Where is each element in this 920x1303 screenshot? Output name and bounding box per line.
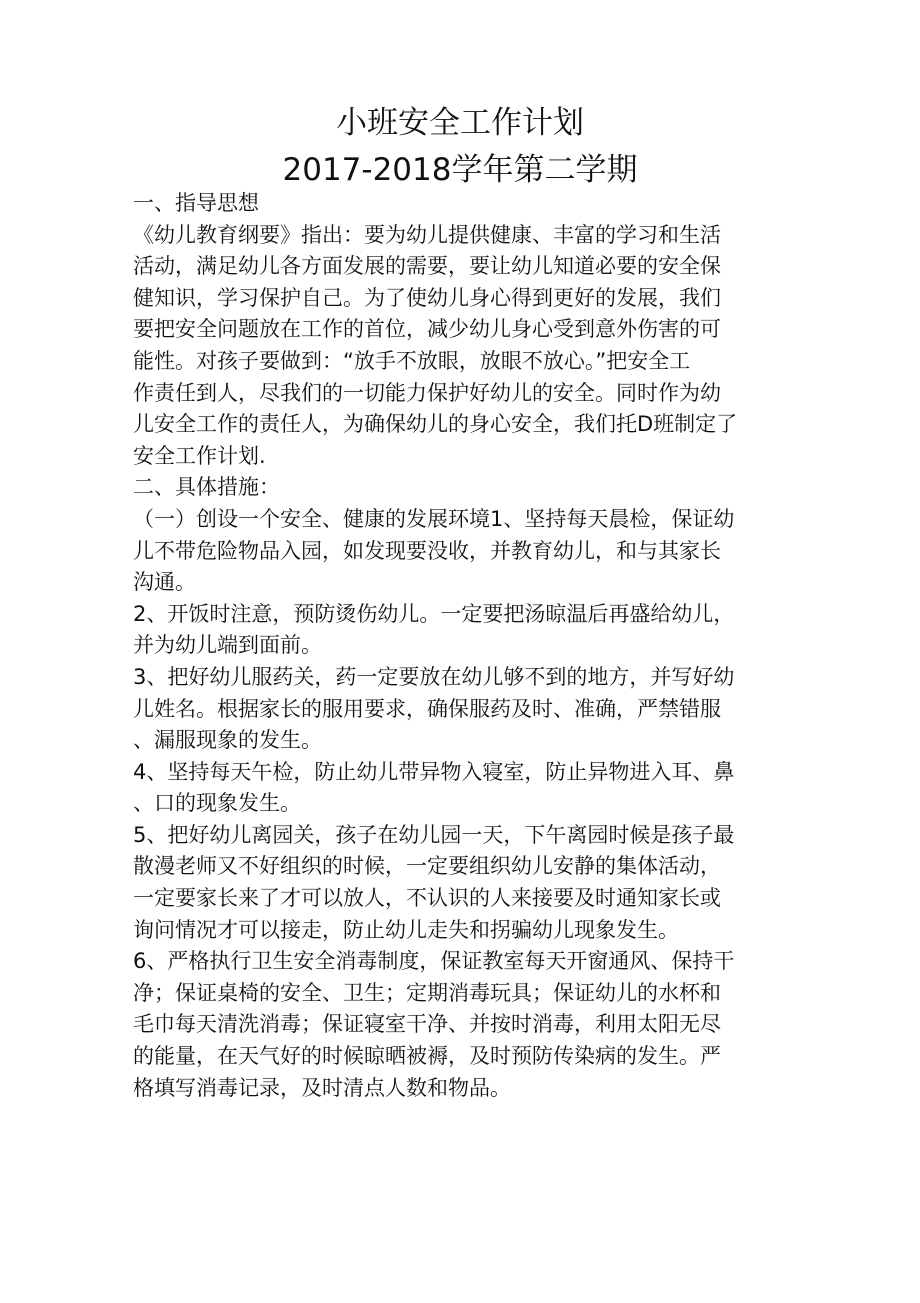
paragraph-line: 4、坚持每天午检，防止幼儿带异物入寝室，防止异物进入耳、鼻 xyxy=(133,759,735,784)
paragraph-line: 5、把好幼儿离园关，孩子在幼儿园一天，下午离园时候是孩子最 xyxy=(133,822,735,847)
paragraph-line: 2、开饭时注意，预防烫伤幼儿。一定要把汤晾温后再盛给幼儿， xyxy=(133,601,735,626)
paragraph-line: 净；保证桌椅的安全、卫生；定期消毒玩具；保证幼儿的水杯和 xyxy=(133,980,721,1005)
paragraph-line: 作责任到人，尽我们的一切能力保护好幼儿的安全。同时作为幼 xyxy=(133,380,721,405)
paragraph-line: 3、把好幼儿服药关，药一定要放在幼儿够不到的地方，并写好幼 xyxy=(133,664,735,689)
paragraph-line: 儿姓名。根据家长的服用要求，确保服药及时、准确，严禁错服 xyxy=(133,696,721,721)
paragraph-line: 、漏服现象的发生。 xyxy=(133,728,322,753)
paragraph-line: 沟通。 xyxy=(133,570,196,595)
paragraph-line: 安全工作计划. xyxy=(133,443,266,468)
paragraph-line: （一）创设一个安全、健康的发展环境1、坚持每天晨检，保证幼 xyxy=(133,506,735,531)
paragraph-line: 《幼儿教育纲要》指出：要为幼儿提供健康、丰富的学习和生活 xyxy=(133,222,721,247)
paragraph-line: 能性。对孩子要做到：“放手不放眼，放眼不放心。”把安全工 xyxy=(133,348,691,373)
document-subtitle: 2017-2018学年第二学期 xyxy=(282,152,638,188)
paragraph-line: 询问情况才可以接走，防止幼儿走失和拐骗幼儿现象发生。 xyxy=(133,917,679,942)
paragraph-line: 的能量，在天气好的时候晾晒被褥，及时预防传染病的发生。严 xyxy=(133,1044,721,1069)
paragraph-line: 健知识，学习保护自己。为了使幼儿身心得到更好的发展，我们 xyxy=(133,285,721,310)
paragraph-line: 毛巾每天清洗消毒；保证寝室干净、并按时消毒，利用太阳无尽 xyxy=(133,1012,721,1037)
paragraph-line: 散漫老师又不好组织的时候，一定要组织幼儿安静的集体活动， xyxy=(133,854,721,879)
paragraph-line: 一定要家长来了才可以放人，不认识的人来接要及时通知家长或 xyxy=(133,886,721,911)
document-body xyxy=(133,188,783,1104)
paragraph-line: 格填写消毒记录，及时清点人数和物品。 xyxy=(133,1075,511,1100)
paragraph-line: 要把安全问题放在工作的首位，减少幼儿身心受到意外伤害的可 xyxy=(133,317,721,342)
paragraph-line: 并为幼儿端到面前。 xyxy=(133,633,322,658)
document-title: 小班安全工作计划 xyxy=(336,105,584,141)
paragraph-line: 6、严格执行卫生安全消毒制度，保证教室每天开窗通风、保持干 xyxy=(133,949,735,974)
paragraph-line: 活动，满足幼儿各方面发展的需要，要让幼儿知道必要的安全保 xyxy=(133,254,721,279)
paragraph-line: 儿安全工作的责任人，为确保幼儿的身心安全，我们托D班制定了 xyxy=(133,412,738,437)
section-heading: 二、具体措施： xyxy=(133,475,280,500)
paragraph-line: 儿不带危险物品入园，如发现要没收，并教育幼儿，和与其家长 xyxy=(133,538,721,563)
paragraph-line: 、口的现象发生。 xyxy=(133,791,301,816)
section-heading: 一、指导思想 xyxy=(133,191,259,215)
